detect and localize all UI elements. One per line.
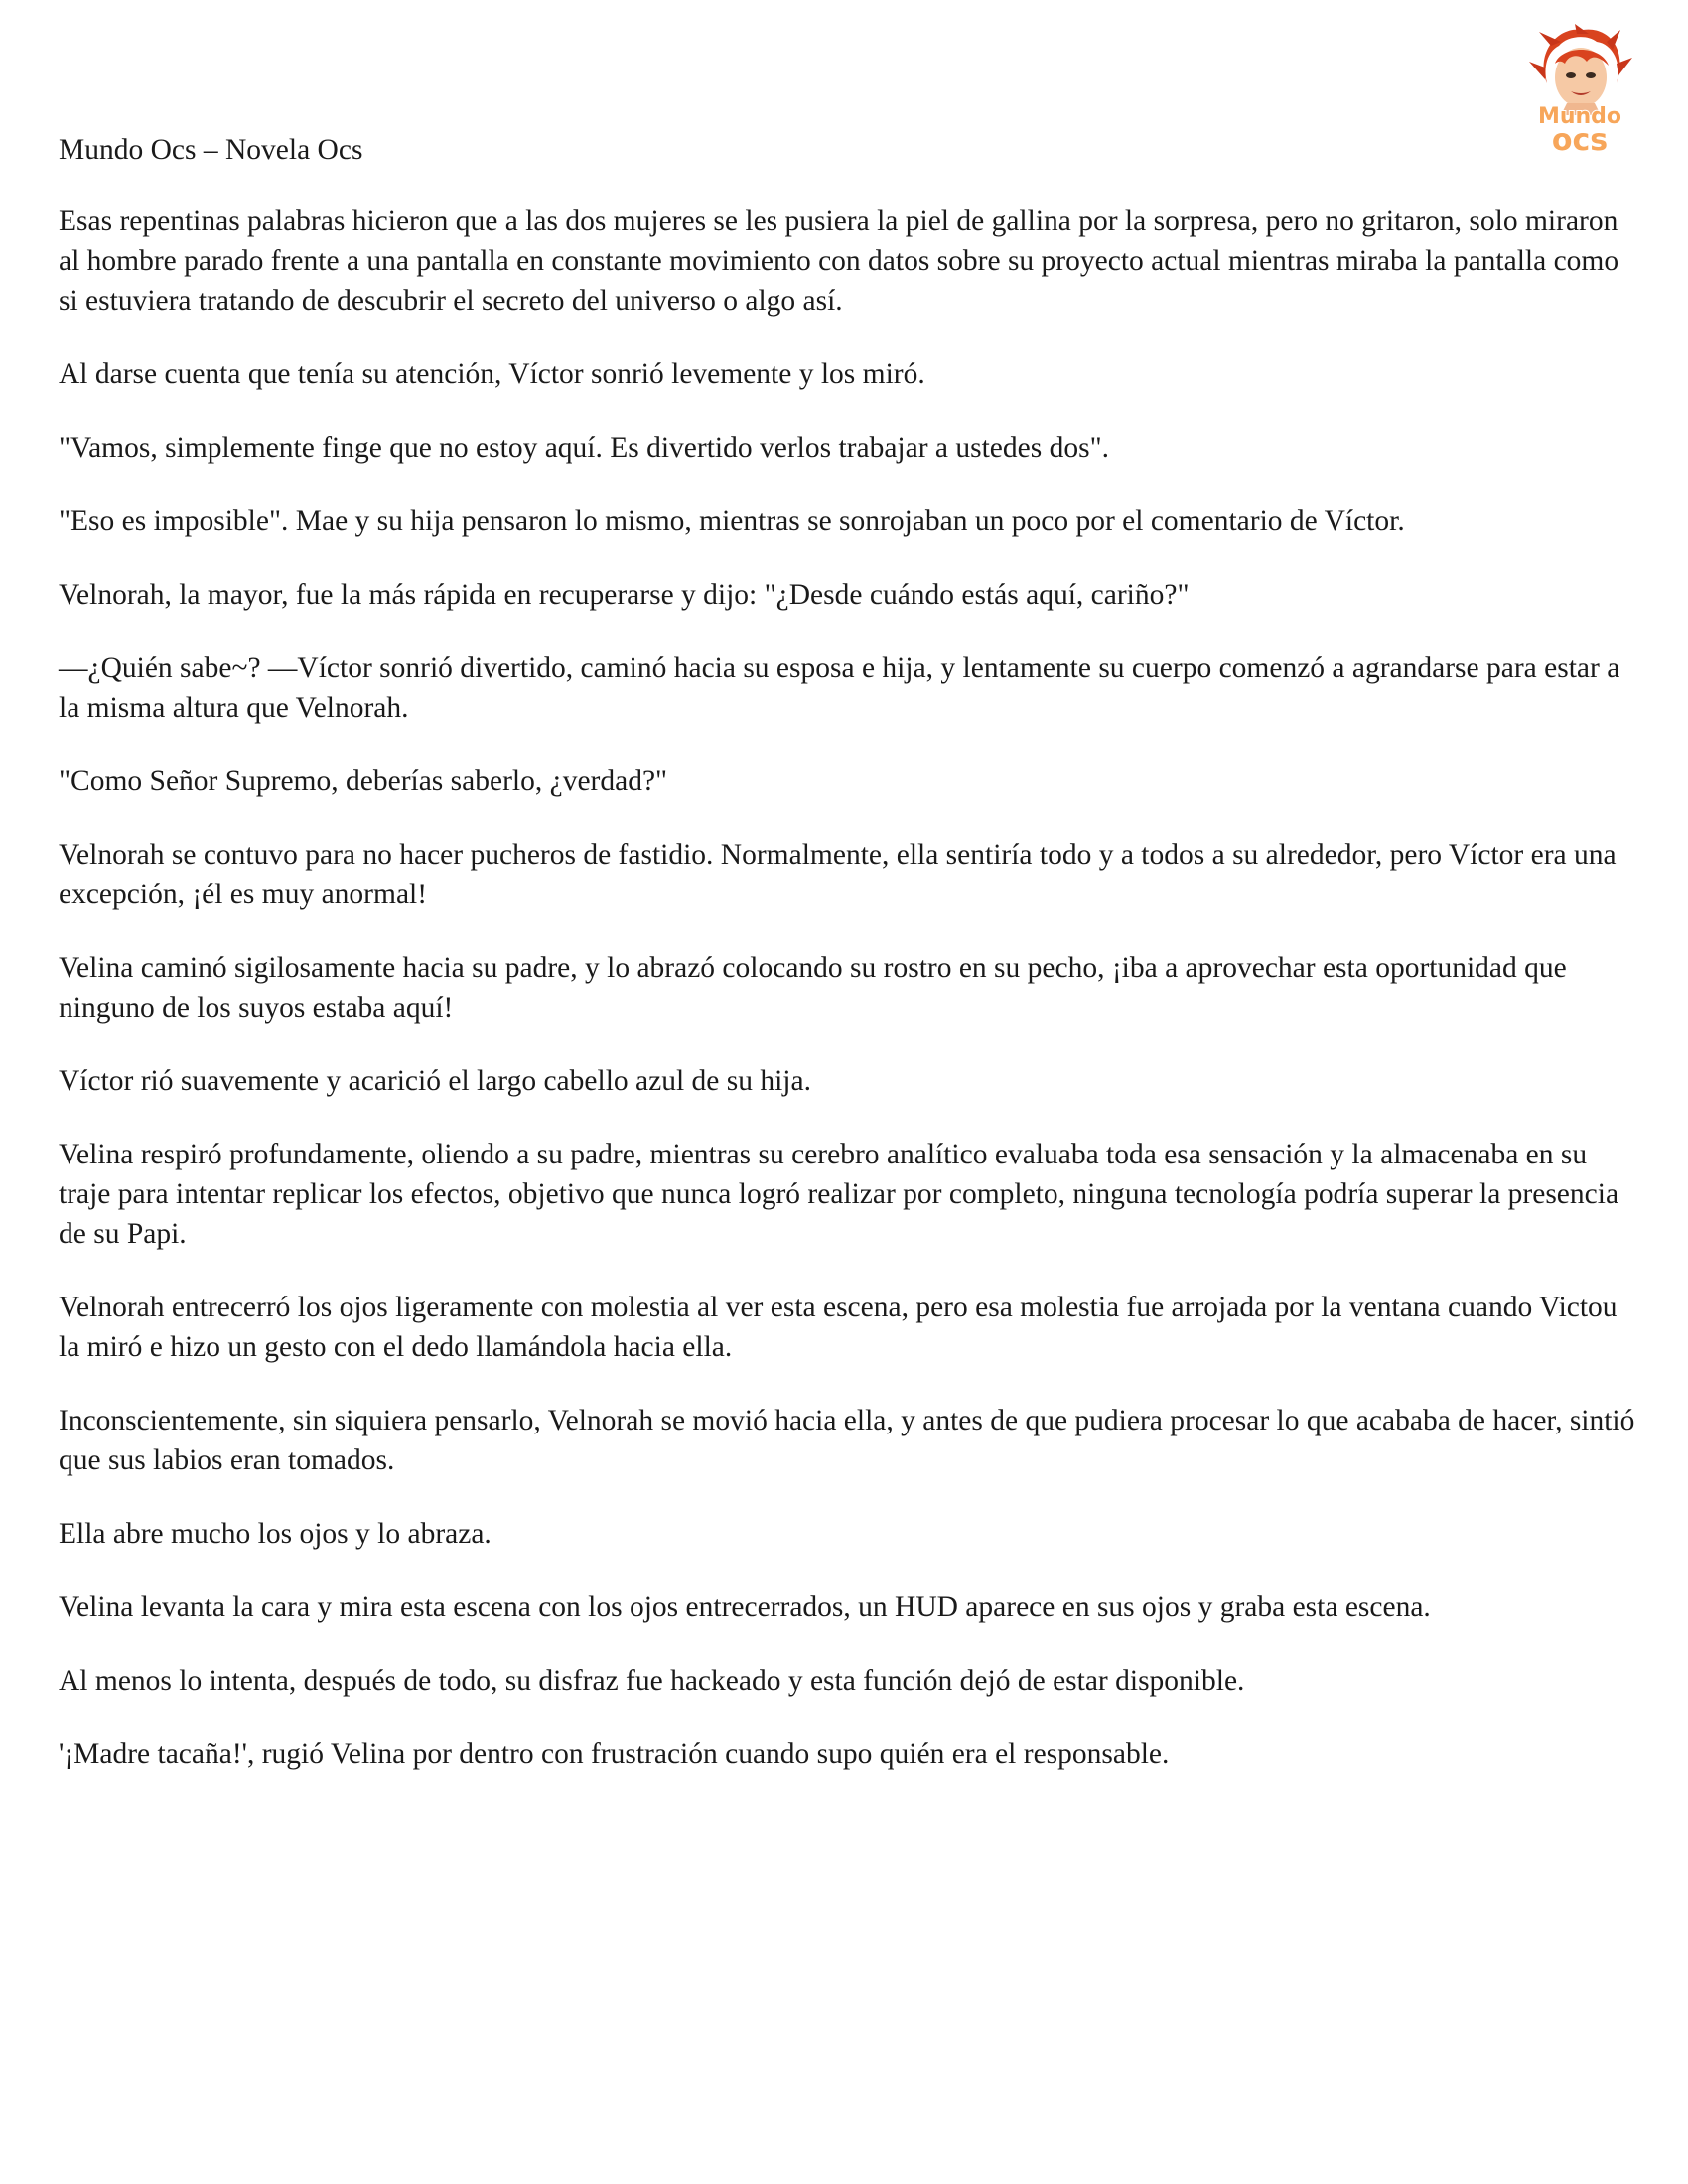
- paragraph: Velina respiró profundamente, oliendo a su padre, mientras su cerebro analítico evaluaba toda esa sensación y la almacenaba en su traje para intentar replicar los efectos, objetivo que nunca logró realizar por completo, ninguna tecnología podría superar la presencia de su Papi.: [59, 1139, 1619, 1250]
- paragraph: Víctor rió suavemente y acarició el largo cabello azul de su hija.: [59, 1065, 811, 1097]
- paragraph: Velnorah entrecerró los ojos ligeramente con molestia al ver esta escena, pero esa molestia fue arrojada por la ventana cuando Victou la miró e hizo un gesto con el dedo llamándola hacia ella.: [59, 1292, 1618, 1363]
- paragraph: "Como Señor Supremo, deberías saberlo, ¿verdad?": [59, 765, 668, 797]
- logo-text-ocs: ocs: [1551, 123, 1609, 155]
- paragraph: '¡Madre tacaña!', rugió Velina por dentro con frustración cuando supo quién era el responsable.: [59, 1738, 1170, 1770]
- paragraph: Al menos lo intenta, después de todo, su disfraz fue hackeado y esta función dejó de estar disponible.: [59, 1665, 1245, 1697]
- document-body: [59, 130, 1637, 1808]
- paragraph: Al darse cuenta que tenía su atención, Víctor sonrió levemente y los miró.: [59, 358, 925, 390]
- paragraph: Velnorah se contuvo para no hacer pucheros de fastidio. Normalmente, ella sentiría todo y a todos a su alrededor, pero Víctor era una excepción, ¡él es muy anormal!: [59, 839, 1617, 910]
- paragraph: Esas repentinas palabras hicieron que a las dos mujeres se les pusiera la piel de gallina por la sorpresa, pero no gritaron, solo miraron al hombre parado frente a una pantalla en constante movimiento con datos sobre su proyecto actual mientras miraba la pantalla como si estuviera tratando de descubrir el secreto del universo o algo así.: [59, 205, 1619, 317]
- paragraph: Velina caminó sigilosamente hacia su padre, y lo abrazó colocando su rostro en su pecho, ¡iba a aprovechar esta oportunidad que ninguno de los suyos estaba aquí!: [59, 952, 1567, 1024]
- paragraph: "Eso es imposible". Mae y su hija pensaron lo mismo, mientras se sonrojaban un poco por el comentario de Víctor.: [59, 505, 1405, 537]
- paragraph: Ella abre mucho los ojos y lo abraza.: [59, 1518, 492, 1550]
- logo-text-mundo: Mundo: [1537, 104, 1622, 129]
- paragraph: Velina levanta la cara y mira esta escena con los ojos entrecerrados, un HUD aparece en sus ojos y graba esta escena.: [59, 1591, 1431, 1623]
- paragraph: "Vamos, simplemente finge que no estoy aquí. Es divertido verlos trabajar a ustedes dos".: [59, 432, 1109, 464]
- paragraph: —¿Quién sabe~? —Víctor sonrió divertido, caminó hacia su esposa e hija, y lentamente su cuerpo comenzó a agrandarse para estar a la misma altura que Velnorah.: [59, 652, 1620, 724]
- paragraph: Inconscientemente, sin siquiera pensarlo, Velnorah se movió hacia ella, y antes de que pudiera procesar lo que acababa de hacer, sintió que sus labios eran tomados.: [59, 1405, 1635, 1476]
- document-header: Mundo Ocs – Novela Ocs: [59, 134, 363, 166]
- paragraph: Velnorah, la mayor, fue la más rápida en recuperarse y dijo: "¿Desde cuándo estás aquí, cariño?": [59, 579, 1190, 611]
